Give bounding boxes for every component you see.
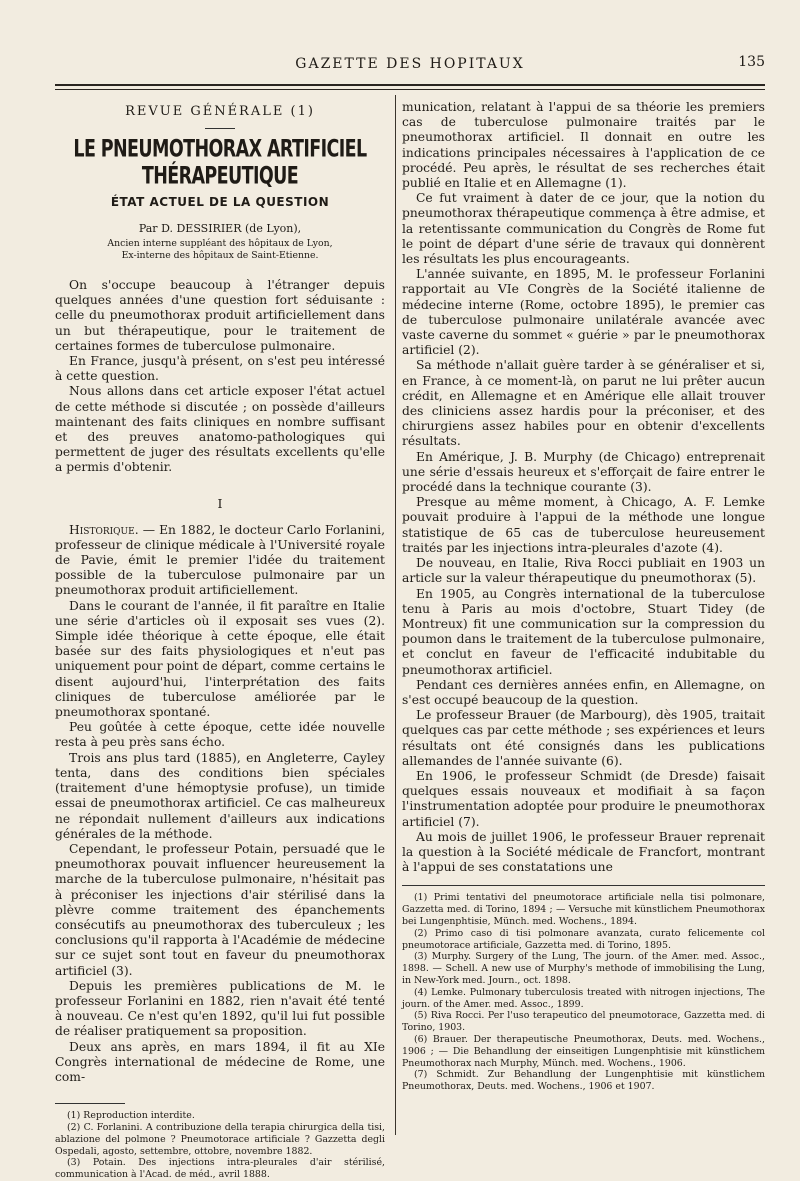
author-line: Par D. DESSIRIER (de Lyon), (138, 222, 302, 235)
short-divider (205, 128, 235, 129)
paragraph: On s'occupe beaucoup à l'étranger depuis quelques années d'une question fort séduisante : celle du pneumothorax produit artificiellement dans un but thérapeutique, pour le traitement de certaines formes de tuberculose pulmonaire. (55, 278, 385, 353)
paragraph: En Amérique, J. B. Murphy (de Chicago) entreprenait une série d'essais heureux et s'efforçait de faire entrer le procédé dans la technique courante (3). (402, 449, 765, 495)
paragraph: Pendant ces dernières années enfin, en Allemagne, on s'est occupé beaucoup de la question. (402, 677, 765, 707)
paragraph: En 1905, au Congrès international de la tuberculose tenu à Paris au mois d'octobre, Stuart Tidey (de Montreux) fit une communication sur la compression du poumon dans le traitement de la tuberculose pulmonaire, et conclut en faveur de l'efficacité indubitable du pneumothorax artificiel. (402, 586, 765, 677)
affiliation-line: Ancien interne suppléant des hôpitaux de Lyon, (107, 238, 333, 249)
section-number: I (217, 495, 223, 511)
left-column (55, 100, 385, 1181)
paragraph: Nous allons dans cet article exposer l'état actuel de cette méthode si discutée ; on possède d'ailleurs maintenant des faits cliniques en nombre suffisant et des preuves anatomo-pathologiques qui permettent de juger des résultats excellents qu'elle a permis d'obtenir. (55, 384, 385, 475)
paragraph: De nouveau, en Italie, Riva Rocci publiait en 1903 un article sur la valeur thérapeutique du pneumothorax (5). (402, 556, 765, 586)
paragraph: Au mois de juillet 1906, le professeur Brauer reprenait la question à la Société médicale de Francfort, montrant à l'appui de ses constatations une (402, 829, 765, 875)
paragraph: En France, jusqu'à présent, on s'est peu intéressé à cette question. (55, 354, 385, 384)
journal-title: GAZETTE DES HOPITAUX (295, 56, 525, 72)
right-column (402, 100, 765, 1093)
paragraph: Presque au même moment, à Chicago, A. F. Lemke pouvait produire à l'appui de la méthode une longue statistique de 65 cas de tuberculose heureusement traités par les injections intra-pleurales d'azote (4). (402, 495, 765, 555)
affiliation-line: Ex-interne des hôpitaux de Saint-Etienne. (121, 250, 319, 261)
paragraph: Trois ans plus tard (1885), en Angleterre, Cayley tenta, dans des conditions bien spéciales (traitement d'une hémoptysie profuse), un timide essai de pneumothorax artificiel. Ce cas malheureux ne répondait nullement d'ailleurs aux indications générales de la méthode. (55, 750, 385, 841)
paragraph: munication, relatant à l'appui de sa théorie les premiers cas de tuberculose pulmonaire traités par le pneumothorax artificiel. Il donnait en outre les indications principales nécessaires à l'application de ce procédé. Peu après, le résultat de ses recherches était publié en Italie et en Allemagne (1). (402, 100, 765, 191)
paragraph: Depuis les premières publications de M. le professeur Forlanini en 1882, rien n'avait été tenté à nouveau. Ce n'est qu'en 1892, qu'il lui fut possible de réaliser pratiquement sa proposition. (55, 978, 385, 1039)
footnote: (7) Schmidt. Zur Behandlung der Lungenphtisie mit künstlichem Pneumothorax, Deuts. med. Wochens., 1906 et 1907. (402, 1069, 765, 1093)
footnote: (1) Primi tentativi del pneumotorace artificiale nella tisi polmonare, Gazzetta med. di Torino, 1894 ; — Versuche mit künstlichem Pneumothorax bei Lungenphtisie, Münch. med. Wochens., 1894. (402, 892, 765, 927)
historique-text: — En 1882, le docteur Carlo Forlanini, professeur de clinique médicale à l'Université royale de Pavie, émit le premier l'idée du traitement possible de la tuberculose pulmonaire par un pneumothorax produit artificiellement. (55, 522, 385, 598)
paragraph: Sa méthode n'allait guère tarder à se généraliser et si, en France, à ce moment-là, on parut ne lui prêter aucun crédit, en Allemagne et en Amérique elle allait trouver des cliniciens assez hardis pour la préconiser, et des chirurgiens assez habiles pour en obtenir d'excellents résultats. (402, 358, 765, 449)
paragraph: En 1906, le professeur Schmidt (de Dresde) faisait quelques essais nouveaux et modifiait à sa façon l'instrumentation adoptée pour produire le pneumothorax artificiel (7). (402, 768, 765, 829)
footnote: (6) Brauer. Der therapeutische Pneumothorax, Deuts. med. Wochens., 1906 ; — Die Behandlung der einseitigen Lungenphtisie mit künstlichem Pneumothorax nach Murphy, Münch. med. Wochens., 1906. (402, 1033, 765, 1069)
column-divider (395, 95, 396, 1135)
paragraph: Cependant, le professeur Potain, persuadé que le pneumothorax pouvait influencer heureusement la marche de la tuberculose pulmonaire, n'hésitait pas à préconiser les injections d'air stérilisé dans la plèvre comme traitement des épanchements consécutifs au pneumothorax des tuberculeux ; les conclusions qu'il rapporta à l'Académie de médecine sur ce sujet sont tout en faveur du pneumothorax artificiel (3). (55, 841, 385, 978)
page-number: 135 (738, 54, 765, 70)
footnote: (3) Potain. Des injections intra-pleurales d'air stérilisé, communication à l'Acad. de méd., avril 1888. (55, 1157, 385, 1181)
footnote: (4) Lemke. Pulmonary tuberculosis treated with nitrogen injections, The journ. of the Amer. med. Assoc., 1899. (402, 986, 765, 1010)
article-subtitle: ÉTAT ACTUEL DE LA QUESTION (110, 195, 330, 209)
footnote: (3) Murphy. Surgery of the Lung, The journ. of the Amer. med. Assoc., 1898. — Schell. A new use of Murphy's methode of immobilising the Lung, in New-York med. Journ., oct. 1898. (402, 951, 765, 986)
footnote: (2) Primo caso di tisi polmonare avanzata, curato felicemente col pneumotorace artificiale, Gazzetta med. di Torino, 1895. (402, 927, 765, 951)
header-rule-thick (55, 84, 765, 86)
footnote: (2) C. Forlanini. A contribuzione della terapia chirurgica della tisi, ablazione del polmone ? Pneumotorace artificiale ? Gazzetta degli Ospedali, agosto, settembre, ottobre, novembre 1882. (55, 1121, 385, 1157)
paragraph: Peu goûtée à cette époque, cette idée nouvelle resta à peu près sans écho. (55, 720, 385, 750)
paragraph: Ce fut vraiment à dater de ce jour, que la notion du pneumothorax thérapeutique commença à être admise, et la retentissante communication du Congrès de Rome fut le point de départ d'une série de travaux qui donnèrent les résultats les plus encourageants. (402, 191, 765, 267)
paragraph: L'année suivante, en 1895, M. le professeur Forlanini rapportait au VIe Congrès de la Société italienne de médecine interne (Rome, octobre 1895), le premier cas de tuberculose pulmonaire unilatérale avancée avec vaste caverne du sommet « guérie » par le pneumothorax artificiel (2). (402, 267, 765, 358)
header-rule-thin (55, 89, 765, 90)
historique-label: Historique. (69, 522, 139, 537)
section-heading: REVUE GÉNÉRALE (1) (125, 104, 315, 119)
paragraph: Dans le courant de l'année, il fit paraître en Italie une série d'articles où il exposait ses vues (2). Simple idée théorique à cette époque, elle était basée sur des faits physiologiques et n'eut pas uniquement pour point de départ, comme certains le disent aujourd'hui, l'interprétation des faits cliniques de tuberculose améliorée par le pneumothorax spontané. (55, 598, 385, 720)
page-header (55, 48, 765, 84)
footnote-rule (402, 885, 765, 886)
footnote-rule (55, 1103, 125, 1104)
article-title: LE PNEUMOTHORAX ARTIFICIEL THÉRAPEUTIQUE (73, 136, 367, 190)
paragraph-historique (55, 523, 385, 599)
footnote: (1) Reproduction interdite. (67, 1110, 195, 1122)
footnote: (5) Riva Rocci. Per l'uso terapeutico del pneumotorace, Gazzetta med. di Torino, 1903. (402, 1010, 765, 1034)
author-affiliation (55, 238, 385, 262)
paragraph: Le professeur Brauer (de Marbourg), dès 1905, traitait quelques cas par cette méthode ; ses expériences et leurs résultats ont été consignés dans les publications allemandes de l'année suivante (6). (402, 708, 765, 768)
paragraph: Deux ans après, en mars 1894, il fit au XIe Congrès international de médecine de Rome, une com- (55, 1039, 385, 1084)
